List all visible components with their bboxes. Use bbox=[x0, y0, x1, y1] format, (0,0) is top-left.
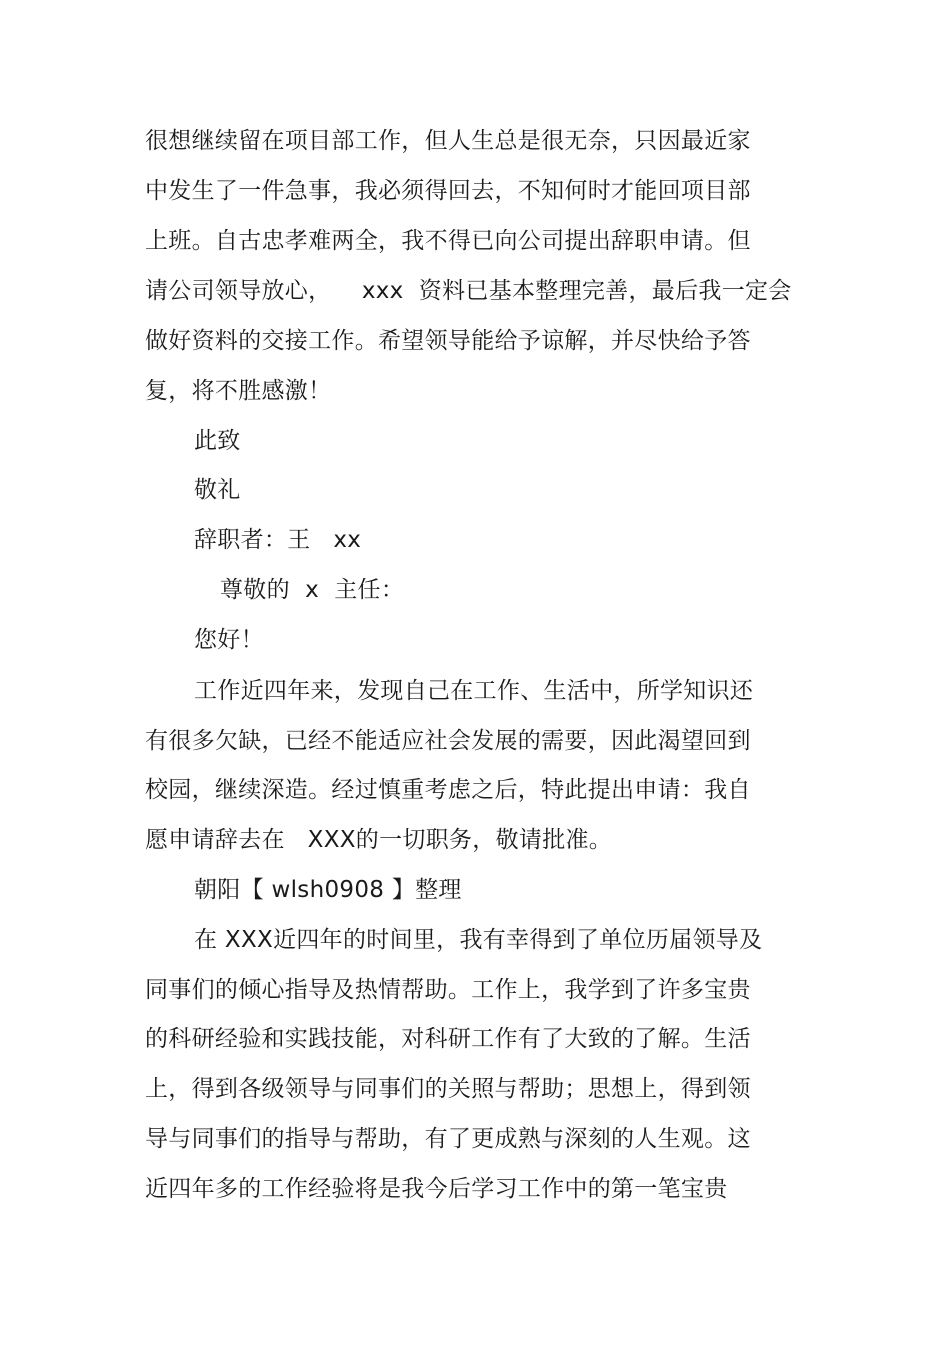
text-line: 同事们的倾心指导及热情帮助。工作上，我学到了许多宝贵 bbox=[145, 977, 751, 1003]
source-credit-line: 朝阳【 wlsh0908 】整理 bbox=[194, 877, 462, 903]
text-line: 愿申请辞去在 XXX的一切职务，敬请批准。 bbox=[145, 827, 613, 853]
text-line: 校园，继续深造。经过慎重考虑之后，特此提出申请：我自 bbox=[145, 777, 751, 803]
text-line: 做好资料的交接工作。希望领导能给予谅解，并尽快给予答 bbox=[145, 328, 751, 354]
text-line: 在 XXX近四年的时间里，我有幸得到了单位历届领导及 bbox=[194, 927, 763, 953]
signature-line: 辞职者：王 xx bbox=[194, 527, 362, 553]
text-line: 导与同事们的指导与帮助，有了更成熟与深刻的人生观。这 bbox=[145, 1126, 751, 1152]
text-line: 上班。自古忠孝难两全，我不得已向公司提出辞职申请。但 bbox=[145, 228, 751, 254]
text-line: 近四年多的工作经验将是我今后学习工作中的第一笔宝贵 bbox=[145, 1176, 728, 1202]
text-line: 工作近四年来，发现自己在工作、生活中，所学知识还 bbox=[194, 678, 754, 704]
addressee-line: 尊敬的 x 主任： bbox=[220, 577, 405, 603]
greeting-line: 您好！ bbox=[194, 627, 264, 653]
text-line: 很想继续留在项目部工作，但人生总是很无奈，只因最近家 bbox=[145, 128, 751, 154]
text-line: 请公司领导放心， xxx 资料已基本整理完善，最后我一定会 bbox=[145, 278, 792, 304]
salutation-line: 敬礼 bbox=[194, 477, 241, 503]
text-line: 上，得到各级领导与同事们的关照与帮助；思想上，得到领 bbox=[145, 1076, 751, 1102]
text-line: 中发生了一件急事，我必须得回去，不知何时才能回项目部 bbox=[145, 178, 751, 204]
text-line: 复，将不胜感激！ bbox=[145, 378, 332, 404]
text-line: 有很多欠缺，已经不能适应社会发展的需要，因此渴望回到 bbox=[145, 728, 751, 754]
text-line: 的科研经验和实践技能，对科研工作有了大致的了解。生活 bbox=[145, 1026, 751, 1052]
closing-line: 此致 bbox=[194, 428, 241, 454]
